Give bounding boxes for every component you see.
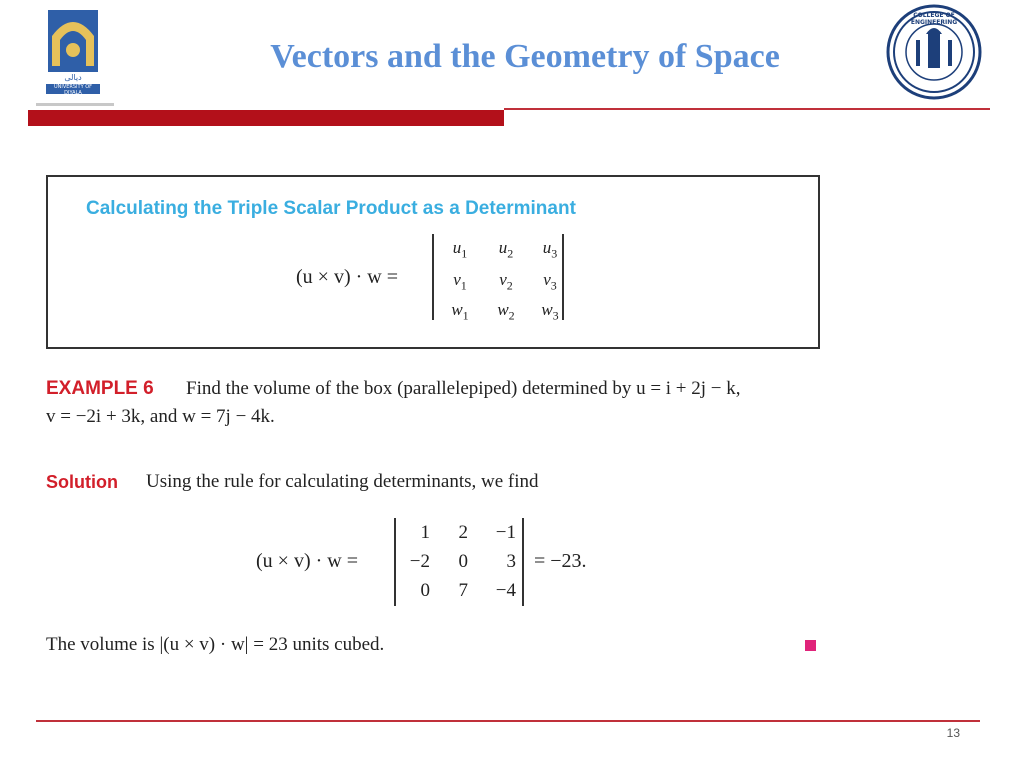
header-accent-bar: [28, 110, 504, 126]
determinant-cell: $w_1$: [451, 300, 469, 323]
university-caption: UNIVERSITY OF DIYALA: [53, 84, 93, 96]
header-divider-light: [36, 103, 114, 106]
footer-divider: [36, 720, 980, 722]
numeric-determinant-right-bar: [522, 518, 524, 606]
conclusion-text: The volume is |(u × v) · w| = 23 units cubed.: [46, 634, 385, 655]
definition-lhs: (u × v) · w =: [296, 266, 398, 288]
page-number: 13: [946, 726, 960, 740]
determinant-cell: $u_2$: [498, 238, 514, 261]
solution-lhs: (u × v) · w =: [256, 550, 358, 572]
solution-label: Solution: [46, 472, 118, 492]
numeric-determinant-cell: 1: [420, 522, 430, 543]
end-of-proof-mark: [805, 640, 816, 651]
svg-text:ديالى: ديالى: [64, 73, 82, 82]
example-text-line2: v = −2i + 3k, and w = 7j − 4k.: [46, 406, 275, 427]
determinant-left-bar: [432, 234, 434, 320]
determinant-cell: $w_3$: [541, 300, 559, 323]
numeric-determinant-cell: 7: [458, 580, 468, 601]
example-label: EXAMPLE 6: [46, 378, 154, 399]
example-text-line1: Find the volume of the box (parallelepiped) determined by u = i + 2j − k,: [186, 378, 741, 399]
determinant-cell: $v_1$: [453, 270, 467, 293]
determinant-cell: $u_3$: [542, 238, 558, 261]
determinant-cell: $u_1$: [452, 238, 468, 261]
numeric-determinant-cell: 0: [420, 580, 430, 601]
numeric-determinant-cell: 2: [458, 522, 468, 543]
college-logo-text: COLLEGE OF ENGINEERING: [910, 12, 958, 26]
numeric-determinant-cell: −2: [409, 551, 430, 572]
definition-title: Calculating the Triple Scalar Product as a Determinant: [86, 198, 576, 219]
solution-result: = −23.: [534, 550, 587, 572]
header-divider: [504, 108, 990, 110]
numeric-determinant-cell: 3: [506, 551, 516, 572]
numeric-determinant-cell: −1: [495, 522, 516, 543]
determinant-cell: $v_3$: [543, 270, 557, 293]
page-title: Vectors and the Geometry of Space: [270, 38, 780, 75]
solution-text: Using the rule for calculating determinants, we find: [146, 471, 539, 492]
numeric-determinant-cell: 0: [458, 551, 468, 572]
numeric-determinant-cell: −4: [495, 580, 516, 601]
determinant-cell: $w_2$: [497, 300, 515, 323]
determinant-cell: $v_2$: [499, 270, 513, 293]
